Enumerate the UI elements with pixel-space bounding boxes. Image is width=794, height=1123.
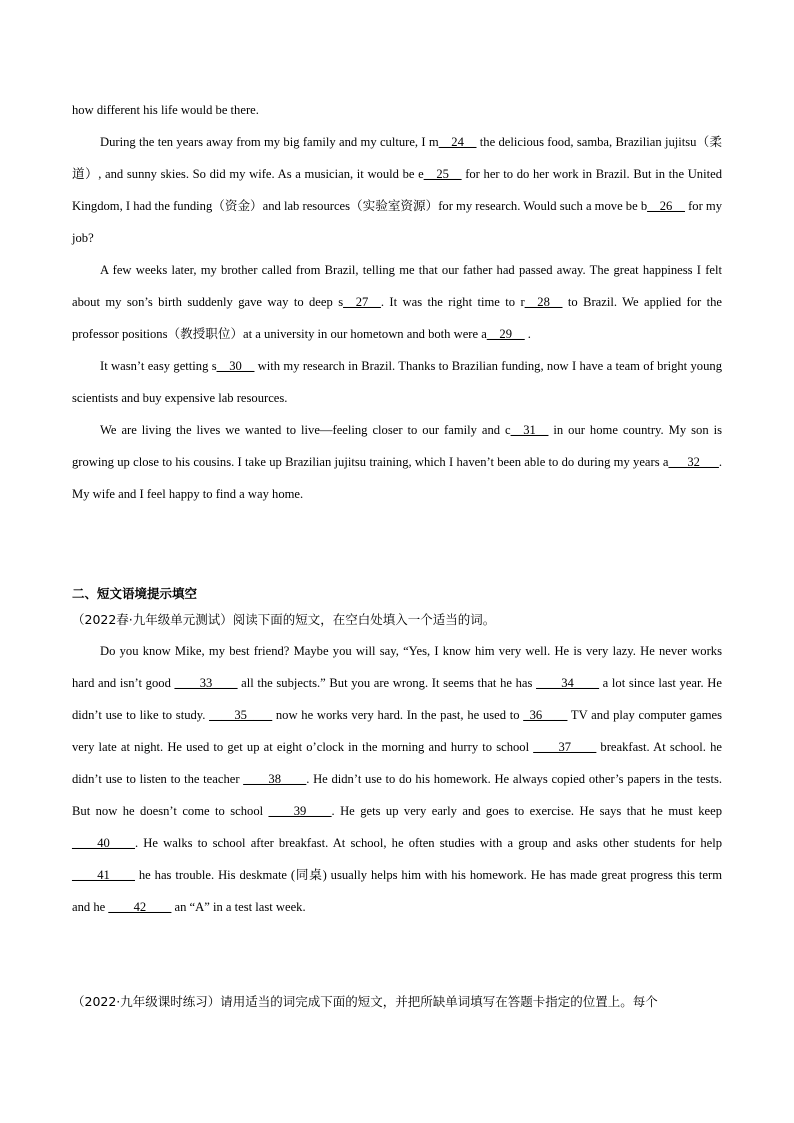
blank-41: ____41____ — [72, 868, 135, 882]
blank-34: ____34____ — [536, 676, 600, 690]
text: a lot since last year. He didn’t use to like to study. — [72, 676, 722, 722]
section-instruction: （2022春·九年级单元测试）阅读下面的短文，在空白处填入一个适当的词。 — [72, 612, 496, 627]
text: breakfast. At school. he didn’t use to listen to the teacher — [72, 740, 722, 786]
next-section-instruction: （2022·九年级课时练习）请用适当的词完成下面的短文，并把所缺单词填写在答题卡指定的位置上。每个 — [72, 994, 658, 1009]
text: he has trouble. His deskmate (同桌) usually helps him with his homework. He has made great progress this term and he — [72, 868, 722, 914]
blank-29: __29__ — [486, 327, 525, 341]
text: A few weeks later, my brother called from Brazil, telling me that our father had passed away. The great happiness I felt about my son’s birth suddenly gave way to deep s — [72, 263, 722, 309]
text: We are living the lives we wanted to live—feeling closer to our family and c — [100, 423, 511, 437]
text: . — [524, 327, 531, 341]
text: to Brazil. We applied for the professor positions（教授职位）at a university in our hometown and both were a — [72, 295, 722, 341]
blank-26: __26__ — [647, 199, 685, 213]
text: . He gets up very early and goes to exercise. He says that he must keep — [331, 804, 723, 818]
blank-32: ___32___ — [668, 455, 719, 469]
paragraph-3 — [72, 350, 722, 414]
blank-36: _36____ — [523, 708, 568, 722]
text: for her to do her work in Brazil. But in the United Kingdom, I had the funding（资金）and lab resources（实验室资源）for my research. Would such a move be b — [72, 167, 722, 213]
blank-42: ____42____ — [108, 900, 172, 914]
passage-1 — [72, 94, 722, 510]
blank-30: __30__ — [216, 359, 255, 373]
text: the delicious food, samba, Brazilian jujitsu（柔道）, and sunny skies. So did my wife. As a musician, it would be e — [72, 135, 722, 181]
text: how different his life would be there. — [72, 103, 259, 117]
text: in our home country. My son is growing up close to his cousins. I take up Brazilian jujitsu training, which I haven’t been able to do during my years a — [72, 423, 722, 469]
blank-35: ____35____ — [209, 708, 273, 722]
paragraph-1 — [72, 126, 722, 254]
blank-40: ____40____ — [72, 836, 135, 850]
text: . He didn’t use to do his homework. He always copied other’s papers in the tests. But now he doesn’t come to school — [72, 772, 722, 818]
paragraph-mike — [72, 635, 722, 923]
blank-24: __24__ — [438, 135, 477, 149]
blank-39: ____39____ — [268, 804, 332, 818]
passage-2 — [72, 635, 722, 923]
blank-25: __25__ — [423, 167, 462, 181]
blank-28: __28__ — [524, 295, 563, 309]
paragraph-4 — [72, 414, 722, 510]
blank-37: ____37____ — [533, 740, 597, 754]
paragraph-0 — [72, 94, 722, 126]
text: an “A” in a test last week. — [171, 900, 306, 914]
text: all the subjects.” But you are wrong. It seems that he has — [237, 676, 537, 690]
blank-38: ____38____ — [243, 772, 307, 786]
blank-33: ____33____ — [174, 676, 238, 690]
text: now he works very hard. In the past, he used to — [272, 708, 524, 722]
text: Do you know Mike, my best friend? Maybe you will say, “Yes, I know him very well. He is very lazy. He never works hard and isn’t good — [72, 644, 722, 690]
text: . It was the right time to r — [380, 295, 525, 309]
text: with my research in Brazil. Thanks to Brazilian funding, now I have a team of bright young scientists and buy expensive lab resources. — [72, 359, 722, 405]
text: for my job? — [72, 199, 723, 245]
blank-27: __27__ — [343, 295, 381, 309]
text: . He walks to school after breakfast. At school, he often studies with a group and asks other students for help — [134, 836, 722, 850]
text: TV and play computer games very late at night. He used to get up at eight o’clock in the morning and hurry to school — [72, 708, 722, 754]
section-heading: 二、短文语境提示填空 — [72, 586, 198, 601]
text: During the ten years away from my big family and my culture, I m — [100, 135, 439, 149]
paragraph-2 — [72, 254, 722, 350]
text: . My wife and I feel happy to find a way home. — [72, 455, 722, 501]
blank-31: __31__ — [510, 423, 549, 437]
text: It wasn’t easy getting s — [100, 359, 217, 373]
